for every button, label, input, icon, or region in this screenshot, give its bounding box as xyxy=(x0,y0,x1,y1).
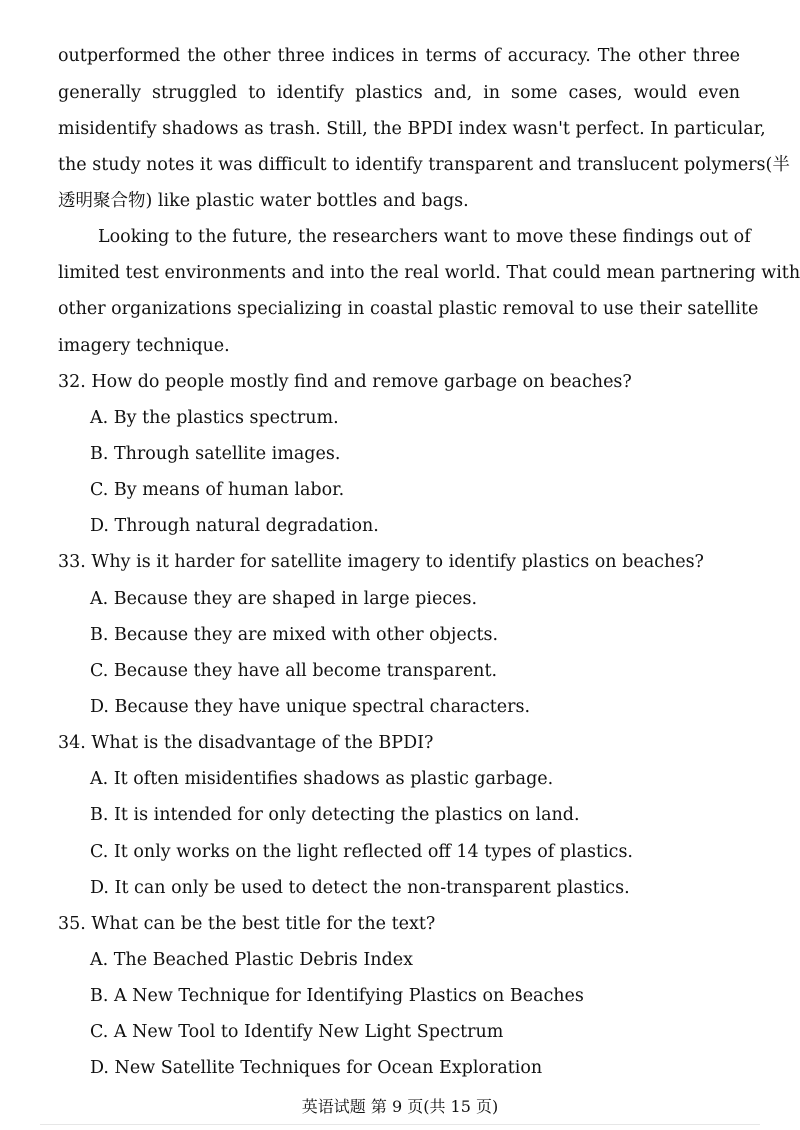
passage-line: generally struggled to identify plastics and, in some cases, would even xyxy=(58,83,740,103)
option-d: D. New Satellite Techniques for Ocean Exploration xyxy=(90,1058,543,1078)
option-a: A. By the plastics spectrum. xyxy=(90,408,339,428)
question-stem: 35. What can be the best title for the text? xyxy=(58,914,436,934)
passage-line: outperformed the other three indices in terms of accuracy. The other three xyxy=(58,46,740,66)
question-stem: 34. What is the disadvantage of the BPDI? xyxy=(58,733,434,753)
option-c: C. It only works on the light reflected off 14 types of plastics. xyxy=(90,842,633,862)
option-a: A. Because they are shaped in large pieces. xyxy=(90,589,478,609)
question-stem: 33. Why is it harder for satellite imagery to identify plastics on beaches? xyxy=(58,552,704,572)
option-a: A. It often misidentifies shadows as plastic garbage. xyxy=(90,769,554,789)
passage-line: misidentify shadows as trash. Still, the BPDI index wasn't perfect. In particular, xyxy=(58,119,766,139)
option-d: D. It can only be used to detect the non-transparent plastics. xyxy=(90,878,630,898)
option-c: C. Because they have all become transparent. xyxy=(90,661,498,681)
option-c: C. A New Tool to Identify New Light Spectrum xyxy=(90,1022,504,1042)
passage-line: Looking to the future, the researchers want to move these findings out of xyxy=(98,227,751,247)
option-d: D. Because they have unique spectral characters. xyxy=(90,697,531,717)
passage-line: imagery technique. xyxy=(58,336,230,356)
option-b: B. Because they are mixed with other objects. xyxy=(90,625,499,645)
option-a: A. The Beached Plastic Debris Index xyxy=(90,950,413,970)
option-d: D. Through natural degradation. xyxy=(90,516,379,536)
option-b: B. A New Technique for Identifying Plastics on Beaches xyxy=(90,986,584,1006)
passage-line: 透明聚合物) like plastic water bottles and bags. xyxy=(58,191,469,211)
page-footer: 英语试题 第 9 页(共 15 页) xyxy=(301,1097,499,1116)
passage-line: other organizations specializing in coastal plastic removal to use their satellite xyxy=(58,299,759,319)
passage-line: the study notes it was difficult to identify transparent and translucent polymers(半 xyxy=(58,155,790,175)
option-b: B. It is intended for only detecting the plastics on land. xyxy=(90,805,580,825)
question-stem: 32. How do people mostly find and remove garbage on beaches? xyxy=(58,372,632,392)
option-c: C. By means of human labor. xyxy=(90,480,345,500)
option-b: B. Through satellite images. xyxy=(90,444,341,464)
passage-line: limited test environments and into the real world. That could mean partnering with xyxy=(58,263,800,283)
bottom-divider xyxy=(40,1124,760,1125)
